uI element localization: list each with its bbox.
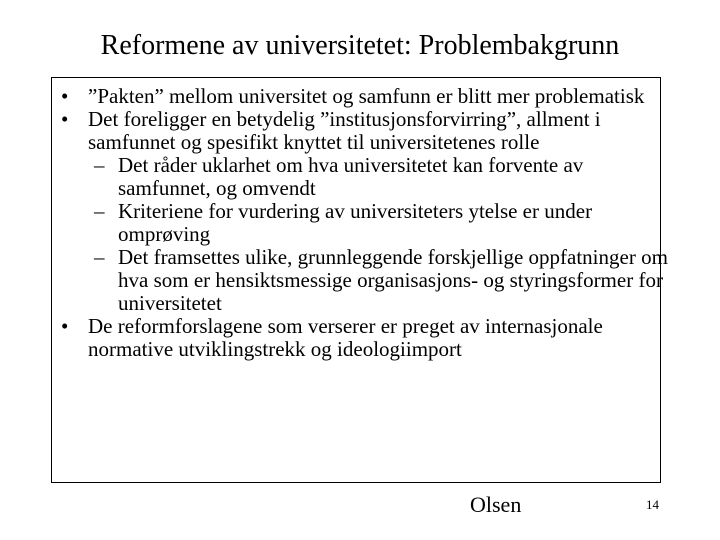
content-box	[51, 77, 668, 483]
footer-author: Olsen	[470, 492, 522, 517]
sub-bullet-item	[52, 200, 668, 246]
bullet-item	[52, 108, 668, 154]
bullet-marker: •	[61, 107, 69, 131]
slide-title: Reformene av universitetet: Problembakgrunn	[100, 30, 620, 61]
bullet-item	[52, 85, 668, 108]
sub-bullet-text: Kriteriene for vurdering av universiteters ytelse er under omprøving	[118, 199, 593, 246]
page-number: 14	[646, 497, 659, 512]
bullet-marker: •	[61, 84, 69, 108]
bullet-list	[52, 85, 668, 361]
dash-marker: –	[94, 153, 105, 177]
dash-marker: –	[94, 245, 105, 269]
dash-marker: –	[94, 199, 105, 223]
sub-bullet-item	[52, 154, 668, 200]
sub-bullet-item	[52, 246, 668, 315]
bullet-text: ”Pakten” mellom universitet og samfunn er blitt mer problematisk	[88, 84, 645, 108]
bullet-item	[52, 315, 668, 361]
bullet-text: De reformforslagene som verserer er preget av internasjonale normative utviklingstrekk og ideologiimport	[88, 314, 603, 361]
bullet-marker: •	[61, 314, 69, 338]
sub-bullet-text: Det råder uklarhet om hva universitetet kan forvente av samfunnet, og omvendt	[118, 153, 584, 200]
sub-bullet-text: Det framsettes ulike, grunnleggende forskjellige oppfatninger om hva som er hensiktsmessige organisasjons- og styringsformer for universitetet	[118, 245, 668, 315]
bullet-text: Det foreligger en betydelig ”institusjonsforvirring”, allment i samfunnet og spesifikt knyttet til universitetenes rolle	[88, 107, 601, 154]
